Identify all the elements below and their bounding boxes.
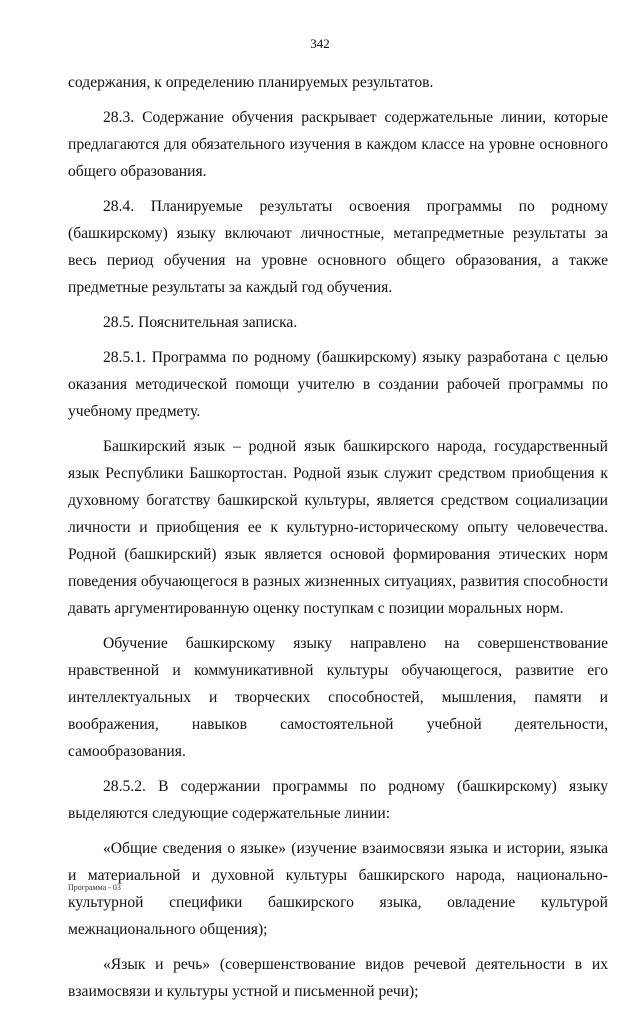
paragraph-28-4: 28.4. Планируемые результаты освоения программы по родному (башкирскому) языку включают личностные, метапредметные результаты за весь период обучения на уровне основного общего образования, а также предметные результаты за каждый год обучения. bbox=[68, 198, 608, 296]
paragraph-28-5-heading: 28.5. Пояснительная записка. bbox=[103, 314, 298, 331]
paragraph-learning-goals: Обучение башкирскому языку направлено на совершенствование нравственной и коммуникативной культуры обучающегося, развитие его интеллектуальных и творческих способностей, мышления, памяти и воображения, навыков самостоятельной учебной деятельности, самообразования. bbox=[68, 635, 608, 760]
document-body bbox=[68, 69, 608, 1013]
paragraph-bashkir-language: Башкирский язык – родной язык башкирского народа, государственный язык Республики Башкортостан. Родной язык служит средством приобщения к духовному богатству башкирской культуры, является средством социализации личности и приобщения ее к культурно-историческому опыту человечества. Родной (башкирский) язык является основой формирования этических норм поведения обучающегося в разных жизненных ситуациях, развития способности давать аргументированную оценку поступкам с позиции моральных норм. bbox=[68, 438, 608, 617]
footer-label: Программа - 03 bbox=[68, 883, 121, 892]
paragraph-continuation: содержания, к определению планируемых результатов. bbox=[68, 74, 434, 91]
paragraph-28-5-2: 28.5.2. В содержании программы по родному (башкирскому) языку выделяются следующие содержательные линии: bbox=[68, 778, 608, 822]
paragraph-28-3: 28.3. Содержание обучения раскрывает содержательные линии, которые предлагаются для обязательного изучения в каждом классе на уровне основного общего образования. bbox=[68, 109, 608, 180]
page-number: 342 bbox=[310, 36, 330, 51]
paragraph-general-info-line: «Общие сведения о языке» (изучение взаимосвязи языка и истории, языка и материальной и духовной культуры башкирского народа, национально-культурной специфики башкирского языка, овладение культурой межнационального общения); bbox=[68, 840, 608, 938]
paragraph-language-speech-line: «Язык и речь» (совершенствование видов речевой деятельности в их взаимосвязи и культуры устной и письменной речи); bbox=[68, 956, 608, 1000]
paragraph-28-5-1: 28.5.1. Программа по родному (башкирскому) языку разработана с целью оказания методической помощи учителю в создании рабочей программы по учебному предмету. bbox=[68, 349, 608, 420]
